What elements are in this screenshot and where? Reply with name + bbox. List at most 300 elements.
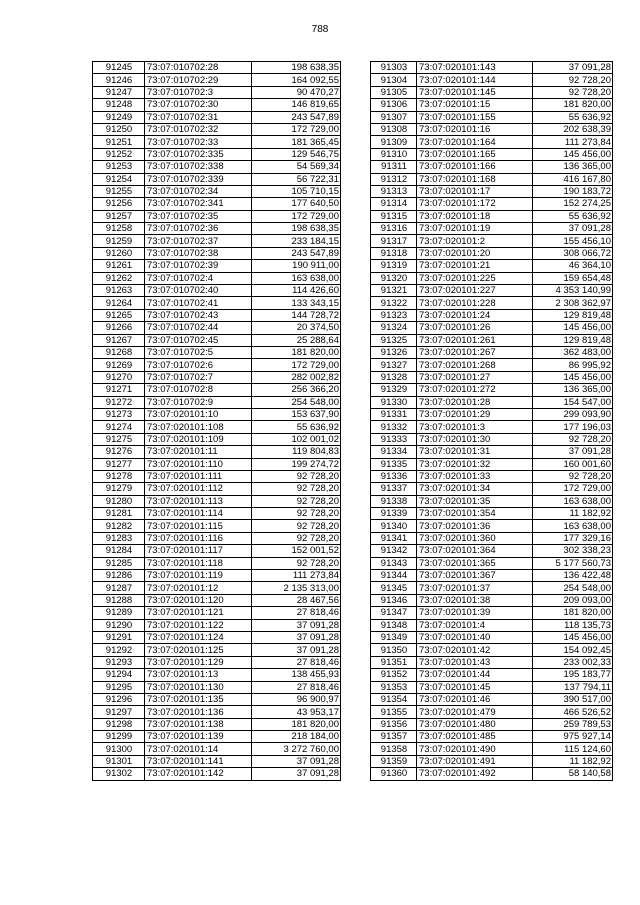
value-cell: 181 820,00 [252, 346, 341, 358]
cadastral-number-cell: 73:07:010702:335 [145, 148, 252, 160]
value-cell: 159 654,48 [533, 272, 613, 284]
value-cell: 190 183,72 [533, 185, 613, 197]
row-number-cell: 91352 [371, 669, 417, 681]
value-cell: 46 364,10 [533, 260, 613, 272]
table-row [371, 173, 613, 185]
cadastral-number-cell: 73:07:020101:42 [417, 644, 533, 656]
value-cell: 137 794,11 [533, 681, 613, 693]
row-number-cell: 91344 [371, 570, 417, 582]
row-number-cell: 91246 [93, 74, 145, 86]
value-cell: 233 002,33 [533, 656, 613, 668]
cadastral-number-cell: 73:07:020101:43 [417, 656, 533, 668]
table-row [371, 631, 613, 643]
value-cell: 209 093,00 [533, 594, 613, 606]
table-row [93, 520, 341, 532]
cadastral-number-cell: 73:07:020101:136 [145, 706, 252, 718]
value-cell: 145 456,00 [533, 148, 613, 160]
cadastral-number-cell: 73:07:010702:6 [145, 359, 252, 371]
value-cell: 233 184,15 [252, 235, 341, 247]
row-number-cell: 91348 [371, 619, 417, 631]
value-cell: 177 329,16 [533, 532, 613, 544]
row-number-cell: 91355 [371, 706, 417, 718]
cadastral-number-cell: 73:07:020101:37 [417, 582, 533, 594]
value-cell: 172 729,00 [252, 123, 341, 135]
cadastral-number-cell: 73:07:020101:119 [145, 570, 252, 582]
cadastral-number-cell: 73:07:020101:28 [417, 396, 533, 408]
row-number-cell: 91296 [93, 693, 145, 705]
cadastral-number-cell: 73:07:010702:3 [145, 86, 252, 98]
row-number-cell: 91258 [93, 223, 145, 235]
table-row [371, 161, 613, 173]
value-cell: 3 272 760,00 [252, 743, 341, 755]
row-number-cell: 91254 [93, 173, 145, 185]
cadastral-number-cell: 73:07:020101:116 [145, 532, 252, 544]
cadastral-number-cell: 73:07:020101:155 [417, 111, 533, 123]
cadastral-number-cell: 73:07:020101:14 [145, 743, 252, 755]
value-cell: 145 456,00 [533, 371, 613, 383]
cadastral-number-cell: 73:07:020101:143 [417, 62, 533, 74]
row-number-cell: 91304 [371, 74, 417, 86]
table-row [371, 458, 613, 470]
table-row [371, 384, 613, 396]
value-cell: 152 001,52 [252, 545, 341, 557]
value-cell: 102 001,02 [252, 433, 341, 445]
cadastral-number-cell: 73:07:020101:40 [417, 631, 533, 643]
value-cell: 136 422,48 [533, 570, 613, 582]
table-row [93, 123, 341, 135]
value-cell: 254 548,00 [533, 582, 613, 594]
cadastral-number-cell: 73:07:010702:33 [145, 136, 252, 148]
cadastral-number-cell: 73:07:010702:40 [145, 285, 252, 297]
row-number-cell: 91262 [93, 272, 145, 284]
cadastral-number-cell: 73:07:020101:24 [417, 309, 533, 321]
row-number-cell: 91324 [371, 322, 417, 334]
row-number-cell: 91302 [93, 768, 145, 780]
value-cell: 199 274,72 [252, 458, 341, 470]
value-cell: 172 729,00 [533, 483, 613, 495]
table-row [93, 631, 341, 643]
row-number-cell: 91356 [371, 718, 417, 730]
value-cell: 138 455,93 [252, 669, 341, 681]
row-number-cell: 91248 [93, 99, 145, 111]
value-cell: 362 483,00 [533, 346, 613, 358]
table-row [93, 656, 341, 668]
row-number-cell: 91251 [93, 136, 145, 148]
value-cell: 27 818,46 [252, 656, 341, 668]
row-number-cell: 91290 [93, 619, 145, 631]
cadastral-number-cell: 73:07:010702:28 [145, 62, 252, 74]
row-number-cell: 91269 [93, 359, 145, 371]
value-cell: 20 374,50 [252, 322, 341, 334]
row-number-cell: 91288 [93, 594, 145, 606]
cadastral-number-cell: 73:07:020101:480 [417, 718, 533, 730]
value-cell: 37 091,28 [252, 755, 341, 767]
cadastral-number-cell: 73:07:020101:115 [145, 520, 252, 532]
table-row [371, 272, 613, 284]
cadastral-number-cell: 73:07:020101:367 [417, 570, 533, 582]
table-row [93, 446, 341, 458]
row-number-cell: 91347 [371, 607, 417, 619]
cadastral-number-cell: 73:07:020101:13 [145, 669, 252, 681]
table-row [93, 619, 341, 631]
cadastral-number-cell: 73:07:020101:364 [417, 545, 533, 557]
value-cell: 129 819,48 [533, 334, 613, 346]
row-number-cell: 91323 [371, 309, 417, 321]
cadastral-number-cell: 73:07:010702:37 [145, 235, 252, 247]
cadastral-number-cell: 73:07:020101:111 [145, 470, 252, 482]
value-cell: 195 183,77 [533, 669, 613, 681]
value-cell: 92 728,20 [252, 508, 341, 520]
table-row [93, 260, 341, 272]
table-row [371, 309, 613, 321]
cadastral-number-cell: 73:07:020101:130 [145, 681, 252, 693]
row-number-cell: 91315 [371, 210, 417, 222]
table-row [371, 136, 613, 148]
row-number-cell: 91332 [371, 421, 417, 433]
value-cell: 163 638,00 [533, 495, 613, 507]
table-row [371, 210, 613, 222]
value-cell: 111 273,84 [252, 570, 341, 582]
table-row [371, 408, 613, 420]
cadastral-number-cell: 73:07:020101:354 [417, 508, 533, 520]
cadastral-number-cell: 73:07:020101:16 [417, 123, 533, 135]
row-number-cell: 91247 [93, 86, 145, 98]
table-row [371, 359, 613, 371]
row-number-cell: 91342 [371, 545, 417, 557]
value-cell: 55 636,92 [533, 210, 613, 222]
cadastral-number-cell: 73:07:020101:166 [417, 161, 533, 173]
value-cell: 37 091,28 [252, 631, 341, 643]
cadastral-number-cell: 73:07:020101:139 [145, 731, 252, 743]
row-number-cell: 91334 [371, 446, 417, 458]
cadastral-number-cell: 73:07:020101:33 [417, 470, 533, 482]
value-cell: 160 001,60 [533, 458, 613, 470]
value-cell: 145 456,00 [533, 322, 613, 334]
table-row [93, 173, 341, 185]
table-row [93, 421, 341, 433]
value-cell: 177 640,50 [252, 198, 341, 210]
cadastral-number-cell: 73:07:020101:20 [417, 247, 533, 259]
table-row [371, 669, 613, 681]
table-row [371, 247, 613, 259]
cadastral-number-cell: 73:07:010702:7 [145, 371, 252, 383]
cadastral-number-cell: 73:07:020101:12 [145, 582, 252, 594]
table-row [371, 594, 613, 606]
cadastral-number-cell: 73:07:020101:118 [145, 557, 252, 569]
table-row [371, 322, 613, 334]
table-row [93, 384, 341, 396]
cadastral-number-cell: 73:07:010702:31 [145, 111, 252, 123]
table-row [93, 681, 341, 693]
cadastral-number-cell: 73:07:020101:228 [417, 297, 533, 309]
value-cell: 181 820,00 [252, 718, 341, 730]
cadastral-number-cell: 73:07:020101:31 [417, 446, 533, 458]
row-number-cell: 91326 [371, 346, 417, 358]
row-number-cell: 91349 [371, 631, 417, 643]
table-row [371, 297, 613, 309]
row-number-cell: 91354 [371, 693, 417, 705]
value-cell: 27 818,46 [252, 681, 341, 693]
value-cell: 37 091,28 [533, 223, 613, 235]
value-cell: 243 547,89 [252, 247, 341, 259]
table-row [93, 669, 341, 681]
row-number-cell: 91318 [371, 247, 417, 259]
row-number-cell: 91292 [93, 644, 145, 656]
cadastral-number-cell: 73:07:010702:32 [145, 123, 252, 135]
row-number-cell: 91276 [93, 446, 145, 458]
value-cell: 144 728,72 [252, 309, 341, 321]
value-cell: 129 819,48 [533, 309, 613, 321]
row-number-cell: 91320 [371, 272, 417, 284]
cadastral-number-cell: 73:07:020101:109 [145, 433, 252, 445]
row-number-cell: 91314 [371, 198, 417, 210]
row-number-cell: 91322 [371, 297, 417, 309]
value-cell: 92 728,20 [252, 557, 341, 569]
table-row [371, 693, 613, 705]
table-row [93, 136, 341, 148]
cadastral-number-cell: 73:07:020101:19 [417, 223, 533, 235]
cadastral-number-cell: 73:07:020101:21 [417, 260, 533, 272]
row-number-cell: 91283 [93, 532, 145, 544]
cadastral-number-cell: 73:07:020101:114 [145, 508, 252, 520]
cadastral-number-cell: 73:07:020101:34 [417, 483, 533, 495]
row-number-cell: 91287 [93, 582, 145, 594]
value-cell: 254 548,00 [252, 396, 341, 408]
table-row [371, 198, 613, 210]
cadastral-number-cell: 73:07:020101:268 [417, 359, 533, 371]
table-row [93, 62, 341, 74]
row-number-cell: 91351 [371, 656, 417, 668]
value-cell: 86 995,92 [533, 359, 613, 371]
table-row [93, 148, 341, 160]
table-row [93, 607, 341, 619]
row-number-cell: 91257 [93, 210, 145, 222]
row-number-cell: 91338 [371, 495, 417, 507]
value-cell: 11 182,92 [533, 508, 613, 520]
row-number-cell: 91255 [93, 185, 145, 197]
table-row [371, 570, 613, 582]
value-cell: 2 308 362,97 [533, 297, 613, 309]
table-row [93, 99, 341, 111]
value-cell: 56 722,31 [252, 173, 341, 185]
value-cell: 164 092,55 [252, 74, 341, 86]
row-number-cell: 91274 [93, 421, 145, 433]
cadastral-number-cell: 73:07:020101:360 [417, 532, 533, 544]
right-registry-table [370, 61, 613, 781]
table-row [371, 371, 613, 383]
table-row [371, 421, 613, 433]
cadastral-number-cell: 73:07:020101:110 [145, 458, 252, 470]
cadastral-number-cell: 73:07:020101:27 [417, 371, 533, 383]
value-cell: 105 710,15 [252, 185, 341, 197]
value-cell: 302 338,23 [533, 545, 613, 557]
value-cell: 198 638,35 [252, 223, 341, 235]
table-row [371, 446, 613, 458]
row-number-cell: 91265 [93, 309, 145, 321]
row-number-cell: 91284 [93, 545, 145, 557]
row-number-cell: 91311 [371, 161, 417, 173]
value-cell: 55 636,92 [252, 421, 341, 433]
table-row [371, 74, 613, 86]
value-cell: 154 547,00 [533, 396, 613, 408]
cadastral-number-cell: 73:07:010702:341 [145, 198, 252, 210]
cadastral-number-cell: 73:07:020101:46 [417, 693, 533, 705]
row-number-cell: 91330 [371, 396, 417, 408]
row-number-cell: 91256 [93, 198, 145, 210]
table-row [93, 483, 341, 495]
cadastral-number-cell: 73:07:020101:125 [145, 644, 252, 656]
row-number-cell: 91294 [93, 669, 145, 681]
row-number-cell: 91301 [93, 755, 145, 767]
value-cell: 37 091,28 [533, 62, 613, 74]
cadastral-number-cell: 73:07:020101:172 [417, 198, 533, 210]
table-row [371, 706, 613, 718]
value-cell: 198 638,35 [252, 62, 341, 74]
row-number-cell: 91249 [93, 111, 145, 123]
row-number-cell: 91309 [371, 136, 417, 148]
value-cell: 153 637,90 [252, 408, 341, 420]
row-number-cell: 91306 [371, 99, 417, 111]
value-cell: 92 728,20 [533, 86, 613, 98]
value-cell: 181 820,00 [533, 607, 613, 619]
cadastral-number-cell: 73:07:020101:164 [417, 136, 533, 148]
table-row [93, 247, 341, 259]
value-cell: 37 091,28 [533, 446, 613, 458]
cadastral-number-cell: 73:07:010702:34 [145, 185, 252, 197]
row-number-cell: 91335 [371, 458, 417, 470]
table-row [371, 508, 613, 520]
table-row [371, 123, 613, 135]
cadastral-number-cell: 73:07:020101:112 [145, 483, 252, 495]
value-cell: 136 365,00 [533, 384, 613, 396]
row-number-cell: 91298 [93, 718, 145, 730]
table-row [93, 718, 341, 730]
cadastral-number-cell: 73:07:020101:168 [417, 173, 533, 185]
row-number-cell: 91303 [371, 62, 417, 74]
row-number-cell: 91300 [93, 743, 145, 755]
value-cell: 155 456,10 [533, 235, 613, 247]
row-number-cell: 91253 [93, 161, 145, 173]
value-cell: 55 636,92 [533, 111, 613, 123]
cadastral-number-cell: 73:07:010702:38 [145, 247, 252, 259]
row-number-cell: 91250 [93, 123, 145, 135]
table-row [93, 285, 341, 297]
table-row [371, 148, 613, 160]
cadastral-number-cell: 73:07:020101:267 [417, 346, 533, 358]
cadastral-number-cell: 73:07:020101:365 [417, 557, 533, 569]
value-cell: 27 818,46 [252, 607, 341, 619]
cadastral-number-cell: 73:07:020101:129 [145, 656, 252, 668]
value-cell: 181 820,00 [533, 99, 613, 111]
right-table-body [371, 62, 613, 781]
value-cell: 92 728,20 [252, 532, 341, 544]
cadastral-number-cell: 73:07:020101:30 [417, 433, 533, 445]
row-number-cell: 91307 [371, 111, 417, 123]
cadastral-number-cell: 73:07:020101:145 [417, 86, 533, 98]
value-cell: 152 274,25 [533, 198, 613, 210]
cadastral-number-cell: 73:07:020101:3 [417, 421, 533, 433]
table-row [93, 185, 341, 197]
row-number-cell: 91299 [93, 731, 145, 743]
value-cell: 115 124,60 [533, 743, 613, 755]
cadastral-number-cell: 73:07:020101:2 [417, 235, 533, 247]
value-cell: 111 273,84 [533, 136, 613, 148]
table-row [93, 309, 341, 321]
table-row [93, 346, 341, 358]
table-row [93, 111, 341, 123]
value-cell: 2 135 313,00 [252, 582, 341, 594]
value-cell: 90 470,27 [252, 86, 341, 98]
cadastral-number-cell: 73:07:020101:225 [417, 272, 533, 284]
table-row [371, 768, 613, 780]
table-row [371, 619, 613, 631]
cadastral-number-cell: 73:07:010702:29 [145, 74, 252, 86]
cadastral-number-cell: 73:07:020101:15 [417, 99, 533, 111]
cadastral-number-cell: 73:07:010702:30 [145, 99, 252, 111]
cadastral-number-cell: 73:07:020101:38 [417, 594, 533, 606]
row-number-cell: 91295 [93, 681, 145, 693]
cadastral-number-cell: 73:07:020101:122 [145, 619, 252, 631]
row-number-cell: 91305 [371, 86, 417, 98]
table-row [93, 371, 341, 383]
table-row [93, 272, 341, 284]
row-number-cell: 91277 [93, 458, 145, 470]
table-row [371, 235, 613, 247]
cadastral-number-cell: 73:07:010702:36 [145, 223, 252, 235]
cadastral-number-cell: 73:07:010702:43 [145, 309, 252, 321]
row-number-cell: 91340 [371, 520, 417, 532]
value-cell: 975 927,14 [533, 731, 613, 743]
cadastral-number-cell: 73:07:020101:45 [417, 681, 533, 693]
value-cell: 37 091,28 [252, 768, 341, 780]
value-cell: 190 911,00 [252, 260, 341, 272]
row-number-cell: 91341 [371, 532, 417, 544]
left-table-body [93, 62, 341, 781]
table-row [93, 594, 341, 606]
row-number-cell: 91358 [371, 743, 417, 755]
value-cell: 282 002,82 [252, 371, 341, 383]
row-number-cell: 91357 [371, 731, 417, 743]
cadastral-number-cell: 73:07:020101:44 [417, 669, 533, 681]
value-cell: 466 526,52 [533, 706, 613, 718]
row-number-cell: 91293 [93, 656, 145, 668]
value-cell: 58 140,58 [533, 768, 613, 780]
table-row [371, 396, 613, 408]
table-row [371, 681, 613, 693]
row-number-cell: 91264 [93, 297, 145, 309]
row-number-cell: 91252 [93, 148, 145, 160]
cadastral-number-cell: 73:07:020101:29 [417, 408, 533, 420]
table-row [371, 644, 613, 656]
value-cell: 11 182,92 [533, 755, 613, 767]
value-cell: 299 093,90 [533, 408, 613, 420]
table-row [93, 396, 341, 408]
cadastral-number-cell: 73:07:010702:35 [145, 210, 252, 222]
cadastral-number-cell: 73:07:010702:39 [145, 260, 252, 272]
value-cell: 119 804,83 [252, 446, 341, 458]
value-cell: 136 365,00 [533, 161, 613, 173]
value-cell: 92 728,20 [252, 483, 341, 495]
row-number-cell: 91245 [93, 62, 145, 74]
table-row [371, 532, 613, 544]
cadastral-number-cell: 73:07:020101:485 [417, 731, 533, 743]
cadastral-number-cell: 73:07:020101:18 [417, 210, 533, 222]
value-cell: 129 546,75 [252, 148, 341, 160]
value-cell: 118 135,73 [533, 619, 613, 631]
value-cell: 243 547,89 [252, 111, 341, 123]
row-number-cell: 91280 [93, 495, 145, 507]
cadastral-number-cell: 73:07:020101:26 [417, 322, 533, 334]
